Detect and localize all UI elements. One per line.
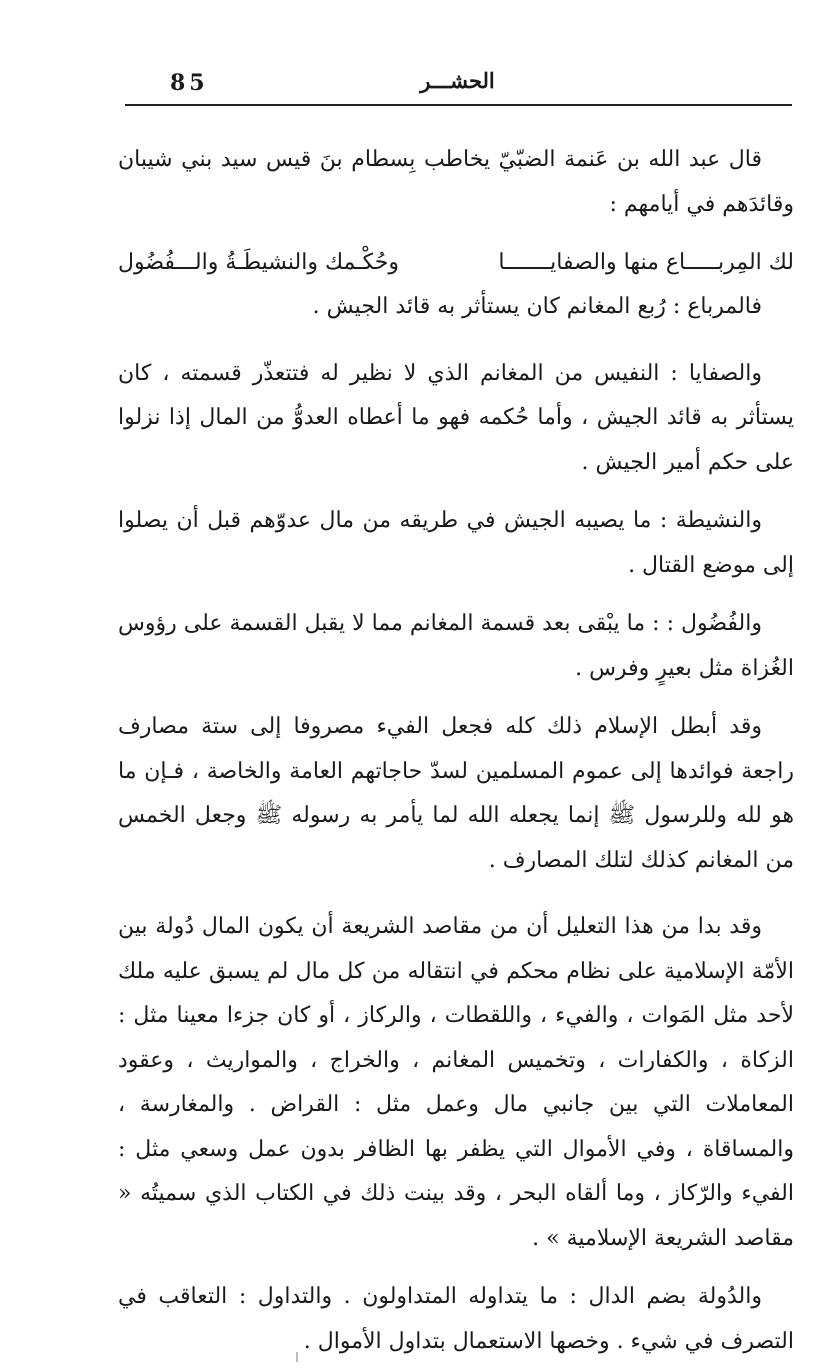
paragraph-islam-abolished: وقد أبطل الإسلام ذلك كله فجعل الفيء مصروفا إلى ستة مصارف راجعة فوائدها إلى عموم المسلمين لسدّ حاجاتهم العامة والخاصة ، فـإن ما هو لله وللرسول ﷺ إنما يجعله الله لما يأمر به رسوله ﷺ وجعل الخمس من المغانم كذلك لتلك المصارف .: [118, 714, 794, 873]
page-header: [125, 60, 790, 106]
paragraph-nashita: والنشيطة : ما يصيبه الجيش في طريقه من مال عدوّهم قبل أن يصلوا إلى موضع القتال .: [118, 508, 794, 578]
paragraph-mirbaa: فالمرباع : رُبع المغانم كان يستأثر به قائد الجيش .: [312, 294, 762, 319]
paragraph-intro: قال عبد الله بن عَنمة الضبّيّ يخاطب بِسطام بنَ قيس سيد بني شيبان وقائدَهم في أيامهم :: [118, 147, 794, 217]
verse-second-hemistich: وحُكْـمك والنشيطَـةُ والـــفُضُول: [118, 250, 400, 275]
running-title: الحشـــر: [420, 68, 495, 93]
page-number: 85: [170, 70, 209, 96]
header-rule: [125, 104, 792, 106]
page-body: [118, 138, 794, 1364]
verse-first-hemistich: لك المِربـــــاع منها والصفايـــــــا: [498, 250, 794, 275]
paragraph-sharia-objectives: وقد بدا من هذا التعليل أن من مقاصد الشريعة أن يكون المال دُولة بين الأمّة الإسلامية على نظام محكم في انتقاله من كل مال لم يسبق عليه ملك لأحد مثل المَوات ، والفيء ، واللقطات ، والركاز ، أو كان جزءا معينا مثل : الزكاة ، والكفارات ، وتخميس المغانم ، والخراج ، والمواريث ، وعقود المعاملات التي بين جانبي مال وعمل مثل : القراض . والمغارسة ، والمساقاة ، وفي الأموال التي يظفر بها الظافر بدون عمل وسعي مثل : الفيء والرّكاز ، وما ألقاه البحر ، وقد بينت ذلك في الكتاب الذي سميتُه « مقاصد الشريعة الإسلامية » .: [118, 914, 794, 1251]
paragraph-dula-definition: والدُولة بضم الدال : ما يتداوله المتداولون . والتداول : التعاقب في التصرف في شيء . وخصها الاستعمال بتداول الأموال .: [118, 1284, 794, 1354]
scan-mark: [296, 1352, 298, 1362]
paragraph-fudul: والفُضُول : : ما يبْقى بعد قسمة المغانم مما لا يقبل القسمة على رؤوس الغُزاة مثل بعيرٍ وفرس .: [118, 611, 794, 681]
poem-verse: [118, 241, 794, 285]
paragraph-safaya: والصفايا : النفيس من المغانم الذي لا نظير له فتتعذّر قسمته ، كان يستأثر به قائد الجيش ، وأما حُكمه فهو ما أعطاه العدوُّ من المال إذا نزلوا على حكم أمير الجيش .: [118, 360, 794, 475]
